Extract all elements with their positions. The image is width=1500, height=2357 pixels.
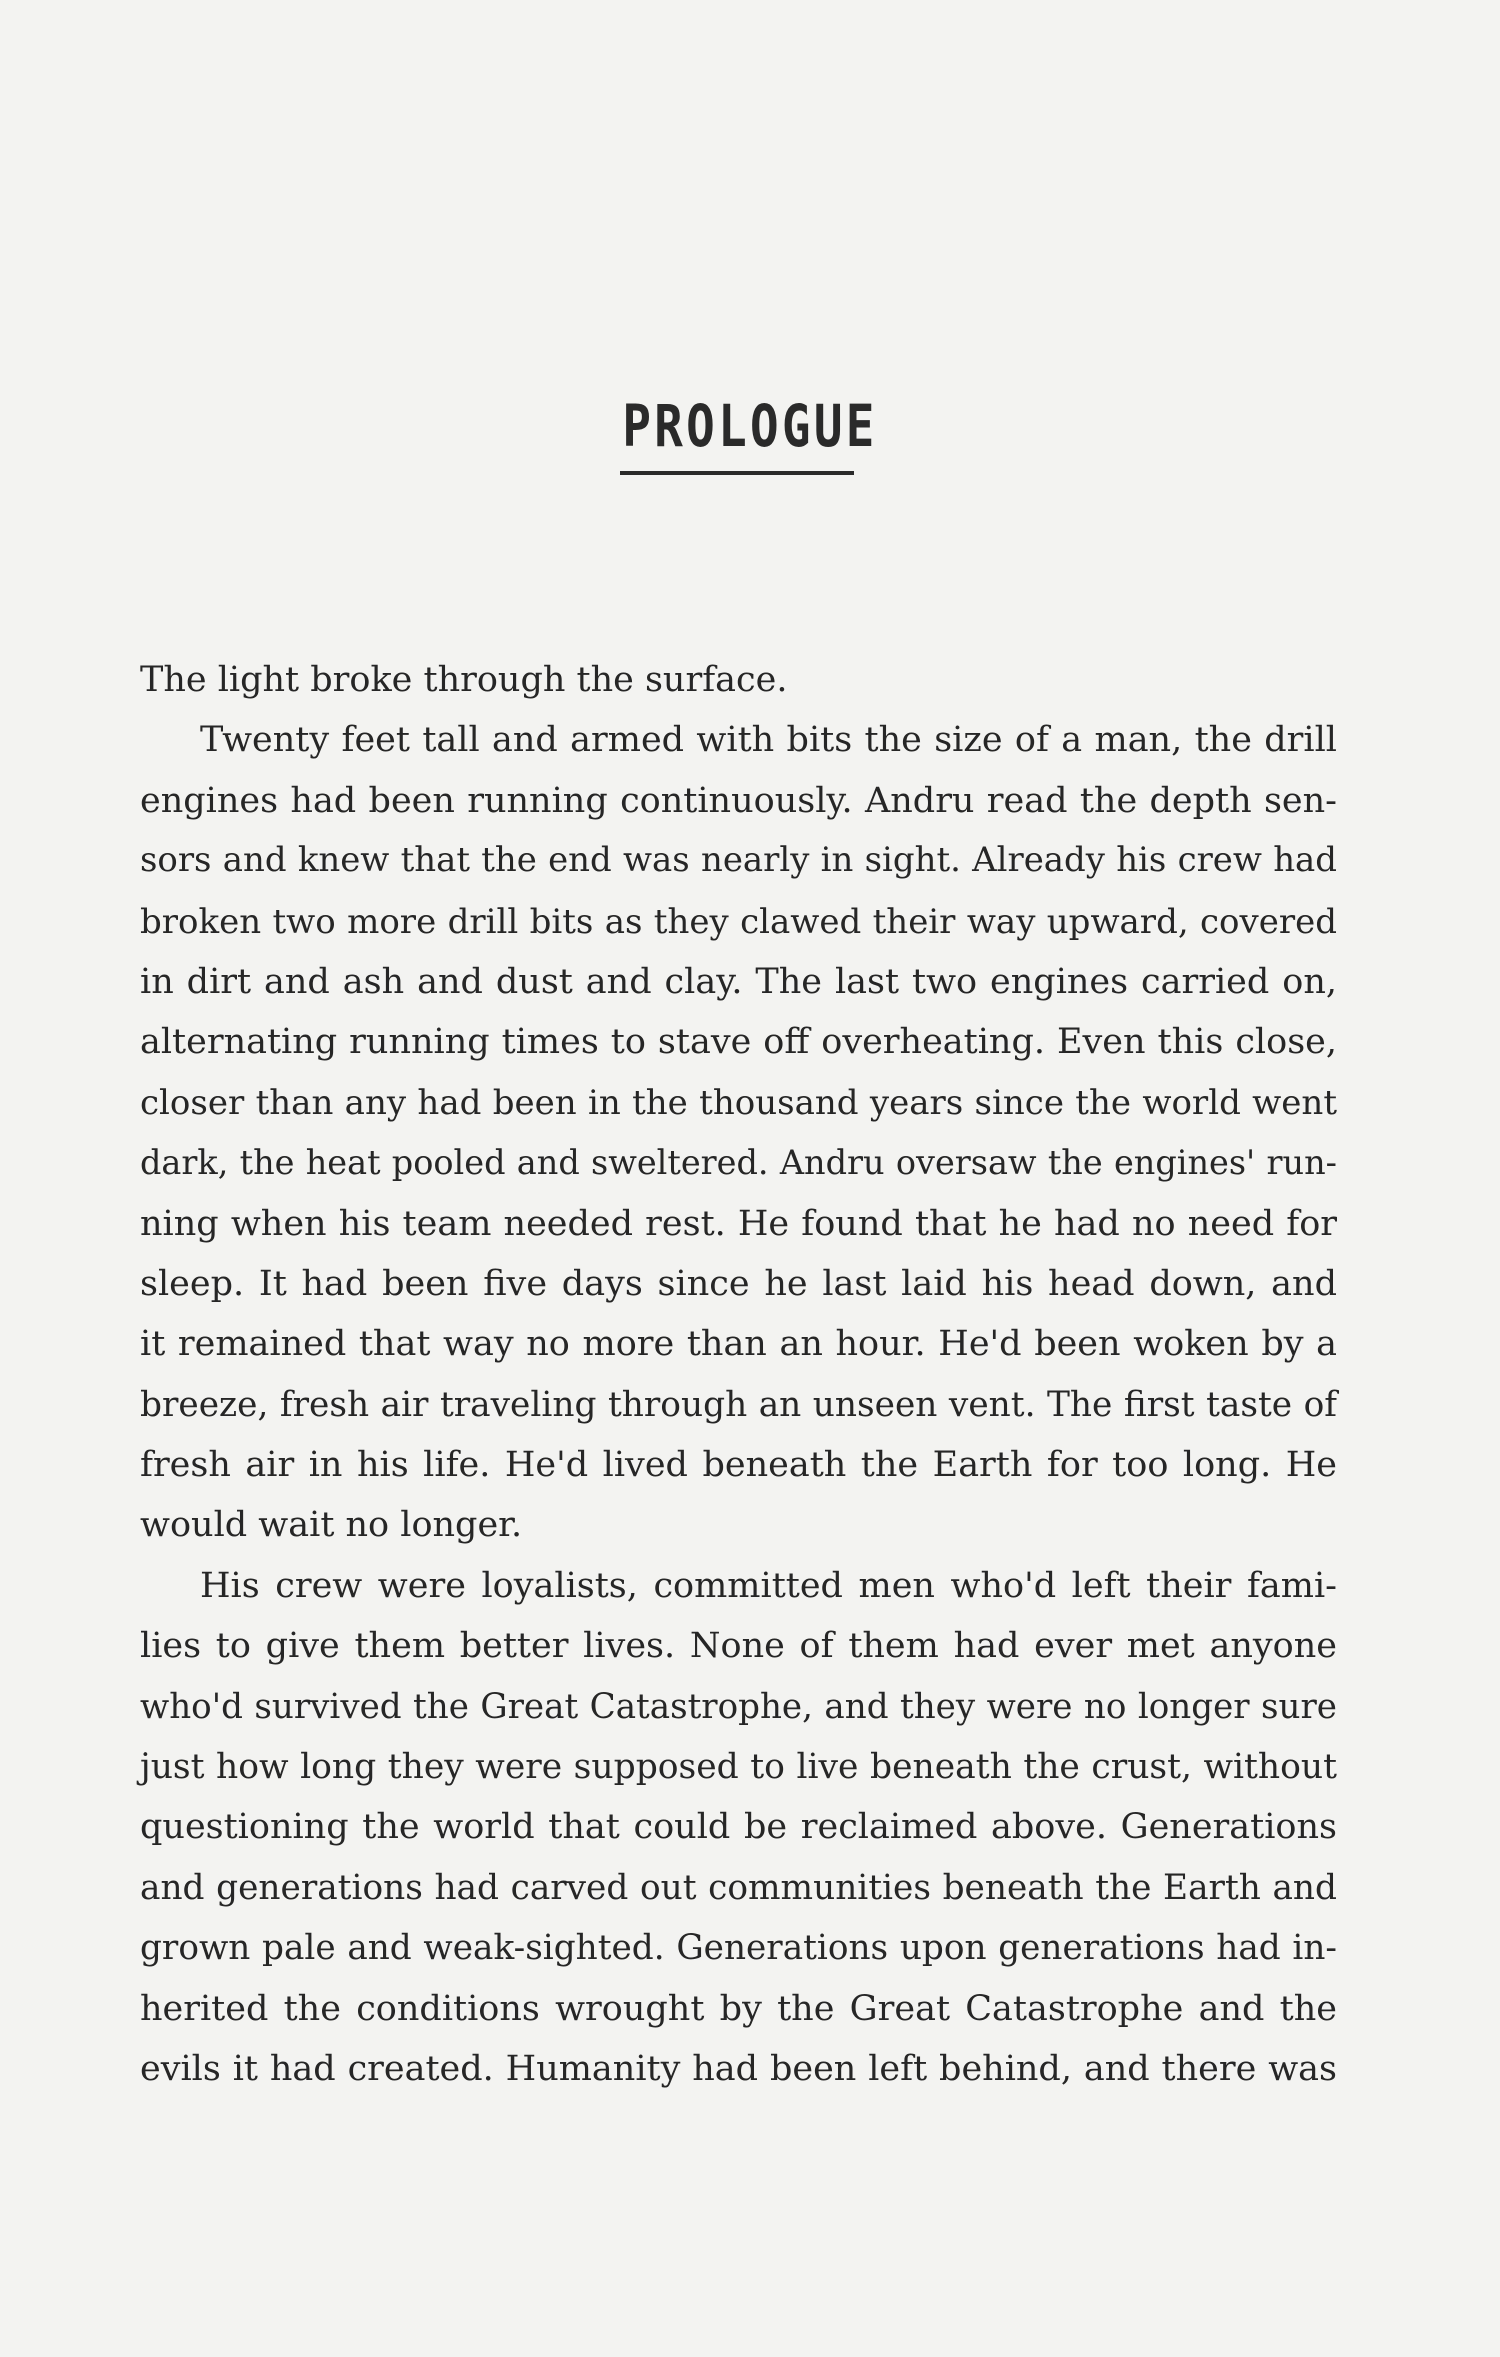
title-underline [620,471,854,475]
text-line: sors and knew that the end was nearly in sight. Already his crew had [140,841,1337,881]
text-line: closer than any had been in the thousand years since the world went [140,1082,1337,1123]
text-line: who'd survived the Great Catastrophe, and they were no longer sure [140,1686,1337,1727]
text-line: herited the conditions wrought by the Great Catastrophe and the [140,1988,1337,2029]
text-line: and generations had carved out communities beneath the Earth and [140,1867,1337,1908]
text-line: grown pale and weak-sighted. Generations upon generations had in- [140,1928,1337,1969]
text-line: His crew were loyalists, committed men who'd left their fami- [200,1565,1337,1606]
text-line: just how long they were supposed to live beneath the crust, without [140,1747,1337,1788]
text-line: evils it had created. Humanity had been left behind, and there was [140,2048,1337,2089]
text-line: in dirt and ash and dust and clay. The last two engines carried on, [140,961,1337,1002]
text-line: engines had been running continuously. Andru read the depth sen- [140,780,1337,821]
text-line: it remained that way no more than an hour. He'd been woken by a [140,1324,1337,1365]
text-line: dark, the heat pooled and sweltered. Andru oversaw the engines' run- [140,1143,1337,1183]
text-line: alternating running times to stave off overheating. Even this close, [140,1022,1337,1063]
text-line: ning when his team needed rest. He found that he had no need for [140,1203,1337,1244]
text-line: breeze, fresh air traveling through an unseen vent. The first taste of [140,1384,1337,1425]
text-line: fresh air in his life. He'd lived beneath the Earth for too long. He [140,1445,1337,1486]
body-text [140,650,1337,2099]
text-line: would wait no longer. [140,1505,523,1546]
text-line: The light broke through the surface. [140,660,788,700]
chapter-title: PROLOGUE [622,392,878,460]
text-line: Twenty feet tall and armed with bits the size of a man, the drill [200,720,1337,761]
text-line: questioning the world that could be reclaimed above. Generations [140,1807,1337,1848]
text-line: lies to give them better lives. None of them had ever met anyone [140,1626,1337,1667]
text-line: sleep. It had been five days since he last laid his head down, and [140,1263,1337,1304]
text-line: broken two more drill bits as they clawed their way upward, covered [140,901,1337,942]
